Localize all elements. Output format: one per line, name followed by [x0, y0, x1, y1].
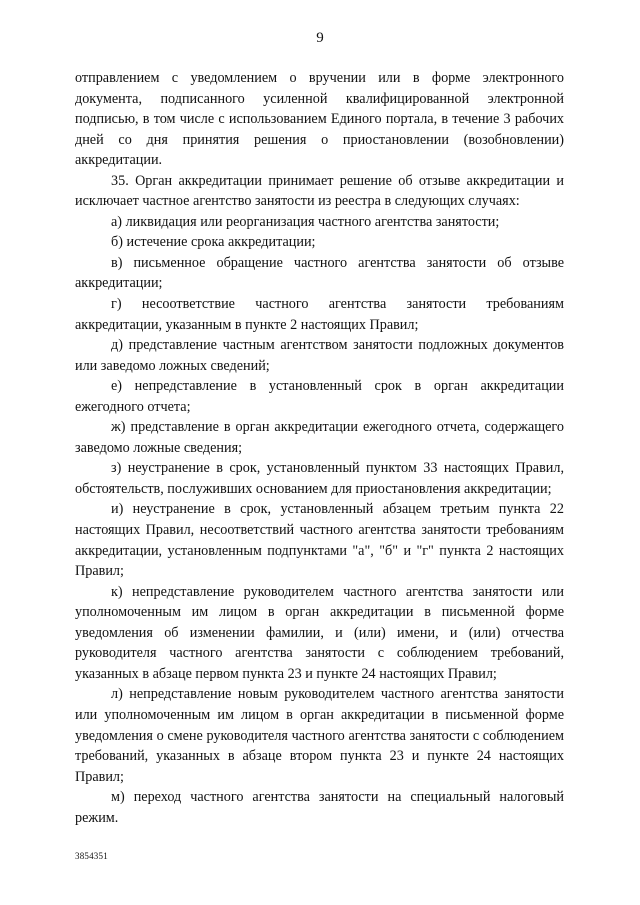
list-item-l: л) непредставление новым руководителем частного агентства занятости или уполномоченным им лицом в орган аккредитации в письменной форме уведомления о смене руководителя частного агентства занятости с соблюдением требований, указанных в абзаце втором пункта 23 и пункте 24 настоящих Правил; [75, 686, 564, 785]
list-item-z: з) неустранение в срок, установленный пунктом 33 настоящих Правил, обстоятельств, послуживших основанием для приостановления аккредитации; [75, 460, 564, 497]
list-item-d: д) представление частным агентством занятости подложных документов или заведомо ложных сведений; [75, 337, 564, 374]
paragraph-item-35: 35. Орган аккредитации принимает решение об отзыве аккредитации и исключает частное агентство занятости из реестра в следующих случаях: [75, 172, 564, 210]
list-item-k: к) непредставление руководителем частного агентства занятости или уполномоченным им лицом в орган аккредитации в письменной форме уведомления об изменении фамилии, и (или) имени, и (или) отчества руководителя частного агентства занятости с соблюдением требований, указанных в абзаце первом пункта 23 и пункте 24 настоящих Правил; [75, 583, 564, 682]
list-item-v: в) письменное обращение частного агентства занятости об отзыве аккредитации; [75, 254, 564, 292]
list-item-zh: ж) представление в орган аккредитации ежегодного отчета, содержащего заведомо ложные сведения; [75, 419, 564, 456]
document-code: 3854351 [75, 851, 108, 861]
document-body [75, 68, 564, 828]
list-item-i: и) неустранение в срок, установленный абзацем третьим пункта 22 настоящих Правил, несоответствий частного агентства занятости требованиям аккредитации, установленным подпунктами "а", "б" и "г" пункта 2 настоящих Правил; [75, 501, 564, 580]
paragraph-continuation: отправлением с уведомлением о вручении или в форме электронного документа, подписанного усиленной квалифицированной электронной подписью, в том числе с использованием Единого портала, в течение 3 рабочих дней со дня принятия решения о приостановлении (возобновлении) аккредитации. [75, 70, 564, 169]
page-number: 9 [316, 30, 324, 46]
list-item-b: б) истечение срока аккредитации; [111, 234, 316, 251]
list-item-a: а) ликвидация или реорганизация частного агентства занятости; [111, 213, 500, 230]
list-item-e: е) непредставление в установленный срок в орган аккредитации ежегодного отчета; [75, 378, 564, 415]
list-item-g: г) несоответствие частного агентства занятости требованиям аккредитации, указанным в пункте 2 настоящих Правил; [75, 296, 564, 333]
list-item-m: м) переход частного агентства занятости на специальный налоговый режим. [75, 789, 564, 826]
